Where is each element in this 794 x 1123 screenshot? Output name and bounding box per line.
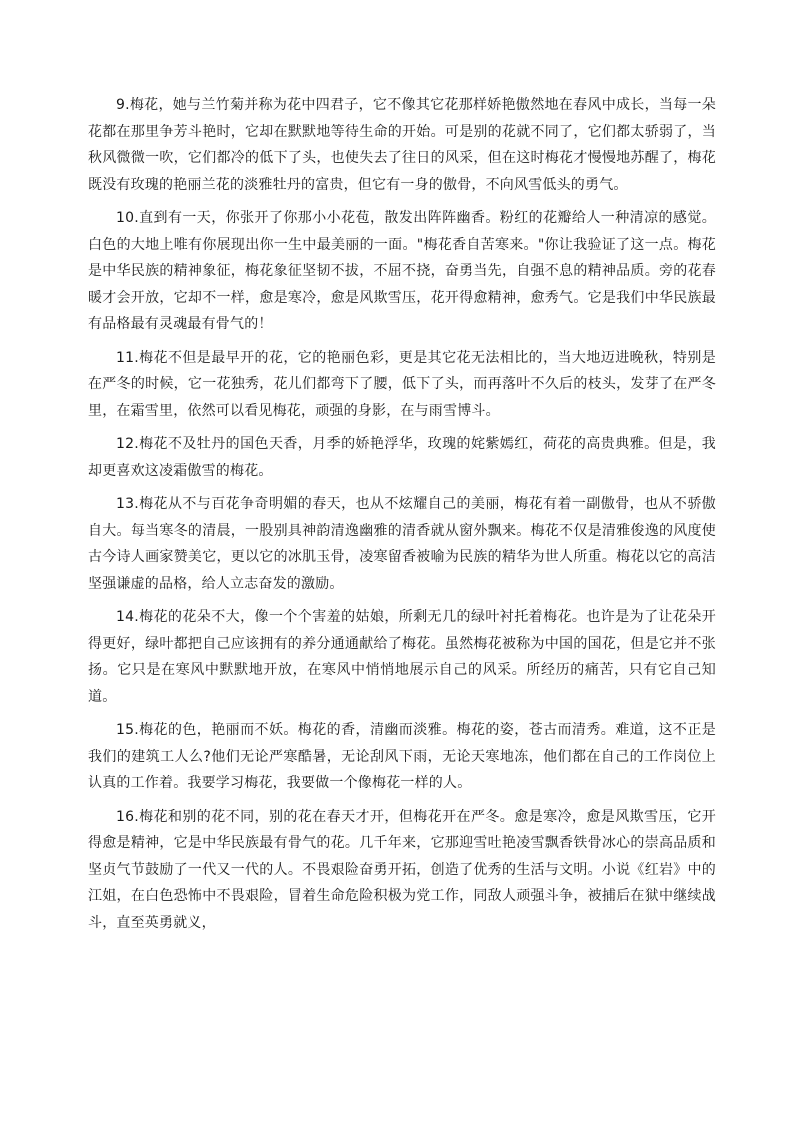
paragraph-12: 12.梅花不及牡丹的国色天香，月季的娇艳浮华，玫瑰的姹紫嫣红，荷花的高贵典雅。但是，我却更喜欢这凌霜傲雪的梅花。 [88, 436, 716, 479]
paragraph-14: 14.梅花的花朵不大，像一个个害羞的姑娘，所剩无几的绿叶衬托着梅花。也许是为了让花朵开得更好，绿叶都把自己应该拥有的养分通通献给了梅花。虽然梅花被称为中国的国花，但是它并不张扬。它只是在寒风中默默地开放，在寒风中悄悄地展示自己的风采。所经历的痛苦，只有它自己知道。 [88, 609, 716, 705]
paragraph-13: 13.梅花从不与百花争奇明媚的春天，也从不炫耀自己的美丽，梅花有着一副傲骨，也从不骄傲自大。每当寒冬的清晨，一股别具神韵清逸幽雅的清香就从窗外飘来。梅花不仅是清雅俊逸的风度使古今诗人画家赞美它，更以它的冰肌玉骨，凌寒留香被喻为民族的精华为世人所重。梅花以它的高洁坚强谦虚的品格，给人立志奋发的激励。 [88, 496, 716, 592]
document-body [88, 92, 716, 943]
paragraph-15: 15.梅花的色，艳丽而不妖。梅花的香，清幽而淡雅。梅花的姿，苍古而清秀。难道，这不正是我们的建筑工人么?他们无论严寒酷暑，无论刮风下雨，无论天寒地冻，他们都在自己的工作岗位上认真的工作着。我要学习梅花，我要做一个像梅花一样的人。 [88, 722, 716, 791]
paragraph-11: 11.梅花不但是最早开的花，它的艳丽色彩，更是其它花无法相比的，当大地迈进晚秋，特别是在严冬的时候，它一花独秀，花儿们都弯下了腰，低下了头，而再落叶不久后的枝头，发芽了在严冬里，在霜雪里，依然可以看见梅花，顽强的身影，在与雨雪博斗。 [88, 349, 716, 419]
paragraph-10: 10.直到有一天，你张开了你那小小花苞，散发出阵阵幽香。粉红的花瓣给人一种清凉的感觉。白色的大地上唯有你展现出你一生中最美丽的一面。"梅花香自苦寒来。"你让我验证了这一点。梅花是中华民族的精神象征，梅花象征坚韧不拔，不屈不挠，奋勇当先，自强不息的精神品质。旁的花春暖才会开放，它却不一样，愈是寒冷，愈是风欺雪压，花开得愈精神，愈秀气。它是我们中华民族最有品格最有灵魂最有骨气的！ [88, 210, 716, 332]
paragraph-16: 16.梅花和别的花不同，别的花在春天才开，但梅花开在严冬。愈是寒冷，愈是风欺雪压，它开得愈是精神，它是中华民族最有骨气的花。几千年来，它那迎雪吐艳凌雪飘香铁骨冰心的崇高品质和坚贞气节鼓励了一代又一代的人。不畏艰险奋勇开拓，创造了优秀的生活与文明。小说《红岩》中的江姐，在白色恐怖中不畏艰险，冒着生命危险积极为党工作，同敌人顽强斗争，被捕后在狱中继续战斗，直至英勇就义， [88, 808, 716, 931]
paragraph-9: 9.梅花，她与兰竹菊并称为花中四君子，它不像其它花那样娇艳傲然地在春风中成长，当每一朵花都在那里争芳斗艳时，它却在默默地等待生命的开始。可是别的花就不同了，它们都太骄弱了，当秋风微微一吹，它们都冷的低下了头，也使失去了往日的风采，但在这时梅花才慢慢地苏醒了，梅花既没有玫瑰的艳丽兰花的淡雅牡丹的富贵，但它有一身的傲骨，不向风雪低头的勇气。 [88, 97, 716, 193]
